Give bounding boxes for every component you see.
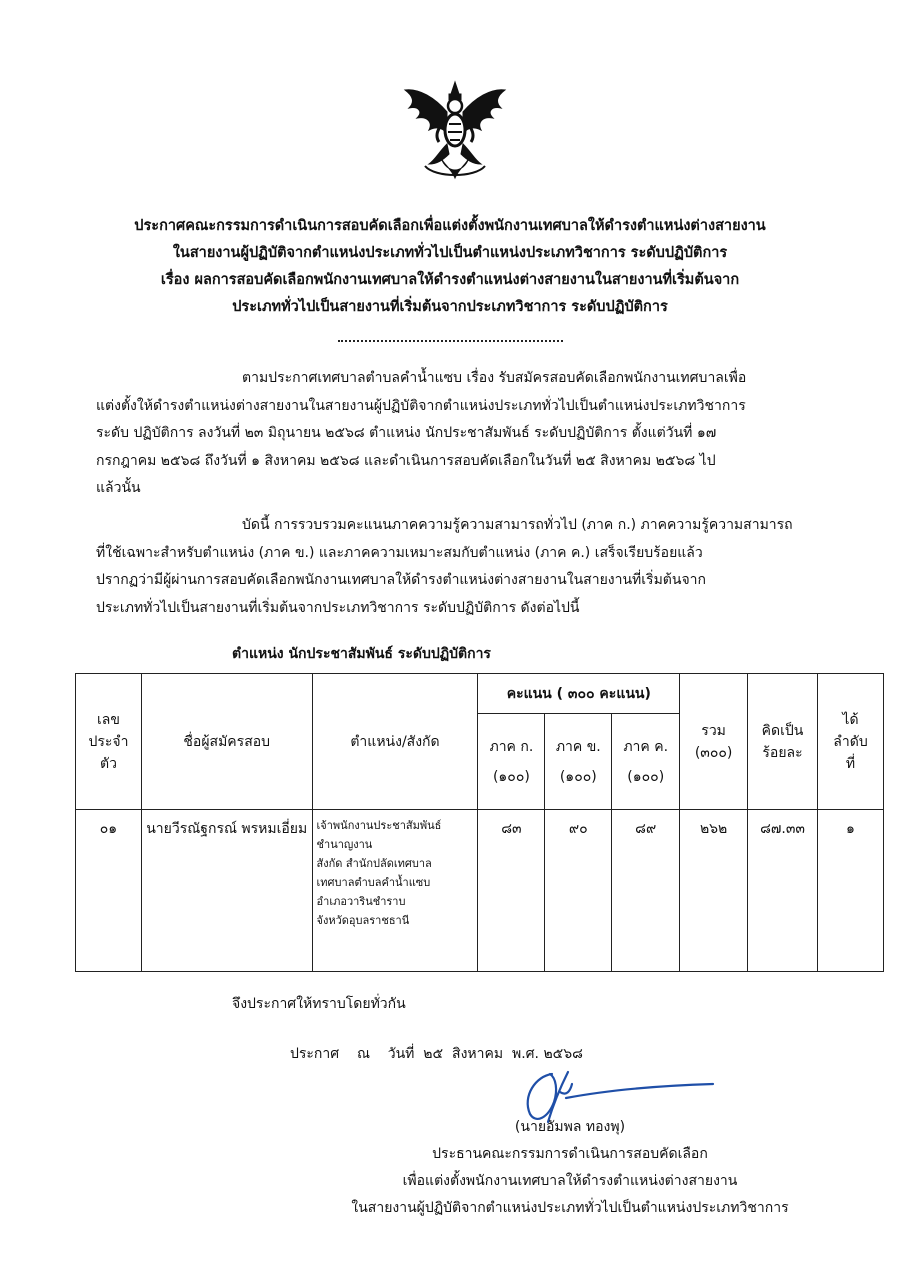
title-line: ประกาศคณะกรรมการดำเนินการสอบคัดเลือกเพื่อแต่งตั้งพนักงานเทศบาลให้ดำรงตำแหน่งต่างสายงาน <box>134 218 766 234</box>
cell-id: ๐๑ <box>76 810 142 972</box>
header-percent: คิดเป็น ร้อยละ <box>748 674 818 810</box>
cell-percent: ๘๗.๓๓ <box>748 810 818 972</box>
cell-part-a: ๘๓ <box>478 810 545 972</box>
title-line: ประเภททั่วไปเป็นสายงานที่เริ่มต้นจากประเภทวิชาการ ระดับปฏิบัติการ <box>232 299 668 315</box>
header-part-b: ภาค ข. (๑๐๐) <box>545 714 612 810</box>
signatory-title-line: เพื่อแต่งตั้งพนักงานเทศบาลให้ดำรงตำแหน่งต่างสายงาน <box>402 1173 738 1189</box>
garuda-emblem-icon <box>395 78 515 186</box>
header-position: ตำแหน่ง/สังกัด <box>312 674 478 810</box>
header-part-c: ภาค ค. (๑๐๐) <box>612 714 680 810</box>
paragraph-line: ประเภททั่วไปเป็นสายงานที่เริ่มต้นจากประเภทวิชาการ ระดับปฏิบัติการ ดังต่อไปนี้ <box>96 599 580 616</box>
signatory-title-line: ประธานคณะกรรมการดำเนินการสอบคัดเลือก <box>432 1146 708 1162</box>
cell-part-b: ๙๐ <box>545 810 612 972</box>
paragraph-line: บัดนี้ การรวบรวมคะแนนภาคความรู้ความสามารถทั่วไป (ภาค ก.) ภาคความรู้ความสามารถ <box>242 517 793 533</box>
header-id: เลข ประจำ ตัว <box>76 674 142 810</box>
signatory-block <box>290 1114 850 1222</box>
announce-date-line: ประกาศ ณ วันที่ ๒๕ สิงหาคม พ.ศ. ๒๕๖๘ <box>290 1046 583 1062</box>
paragraph-line: ระดับ ปฏิบัติการ ลงวันที่ ๒๓ มิถุนายน ๒๕๖๘ ตำแหน่ง นักประชาสัมพันธ์ ระดับปฏิบัติการ ตั้งแต่วันที่ ๑๗ <box>96 425 717 441</box>
cell-name: นายวีรณัฐกรณ์ พรหมเอี่ยม <box>141 810 312 972</box>
title-line: เรื่อง ผลการสอบคัดเลือกพนักงานเทศบาลให้ดำรงตำแหน่งต่างสายงานในสายงานที่เริ่มต้นจาก <box>160 272 740 288</box>
closing-text: จึงประกาศให้ทราบโดยทั่วกัน <box>232 996 406 1012</box>
cell-total: ๒๖๒ <box>680 810 748 972</box>
signatory-name: (นายอัมพล ทองพุ) <box>514 1119 626 1135</box>
cell-position: เจ้าพนักงานประชาสัมพันธ์ ชำนาญงาน สังกัด สำนักปลัดเทศบาล เทศบาลตำบลคำน้ำแซบ อำเภอวารินชำราบ จังหวัดอุบลราชธานี <box>312 810 478 972</box>
header-score-group: คะแนน ( ๓๐๐ คะแนน) <box>478 674 680 714</box>
cell-part-c: ๘๙ <box>612 810 680 972</box>
body-paragraph-1 <box>96 365 836 503</box>
paragraph-line: ที่ใช้เฉพาะสำหรับตำแหน่ง (ภาค ข.) และภาคความเหมาะสมกับตำแหน่ง (ภาค ค.) เสร็จเรียบร้อยแล้ว <box>96 544 703 561</box>
paragraph-line: แล้วนั้น <box>96 480 141 496</box>
header-total: รวม (๓๐๐) <box>680 674 748 810</box>
header-name: ชื่อผู้สมัครสอบ <box>141 674 312 810</box>
paragraph-line: ปรากฏว่ามีผู้ผ่านการสอบคัดเลือกพนักงานเทศบาลให้ดำรงตำแหน่งต่างสายงานในสายงานที่เริ่มต้นจาก <box>96 572 707 588</box>
paragraph-line: แต่งตั้งให้ดำรงตำแหน่งต่างสายงานในสายงานผู้ปฏิบัติจากตำแหน่งประเภททั่วไปเป็นตำแหน่งประเภทวิชาการ <box>96 397 746 414</box>
position-heading: ตำแหน่ง นักประชาสัมพันธ์ ระดับปฏิบัติการ <box>232 646 491 662</box>
cell-rank: ๑ <box>817 810 883 972</box>
table-row <box>76 810 884 972</box>
paragraph-line: กรกฎาคม ๒๕๖๘ ถึงวันที่ ๑ สิงหาคม ๒๕๖๘ และดำเนินการสอบคัดเลือกในวันที่ ๒๕ สิงหาคม ๒๕๖๘ ไป <box>96 452 716 469</box>
body-paragraph-2 <box>96 512 836 622</box>
header-rank: ได้ ลำดับ ที่ <box>817 674 883 810</box>
dotted-divider <box>338 340 563 342</box>
title-line: ในสายงานผู้ปฏิบัติจากตำแหน่งประเภททั่วไปเป็นตำแหน่งประเภทวิชาการ ระดับปฏิบัติการ <box>172 245 728 261</box>
header-part-a: ภาค ก. (๑๐๐) <box>478 714 545 810</box>
signatory-title-line: ในสายงานผู้ปฏิบัติจากตำแหน่งประเภททั่วไปเป็นตำแหน่งประเภทวิชาการ <box>351 1200 789 1216</box>
announcement-title <box>60 213 840 321</box>
paragraph-line: ตามประกาศเทศบาลตำบลคำน้ำแซบ เรื่อง รับสมัครสอบคัดเลือกพนักงานเทศบาลเพื่อ <box>242 370 747 386</box>
results-table <box>75 673 884 972</box>
